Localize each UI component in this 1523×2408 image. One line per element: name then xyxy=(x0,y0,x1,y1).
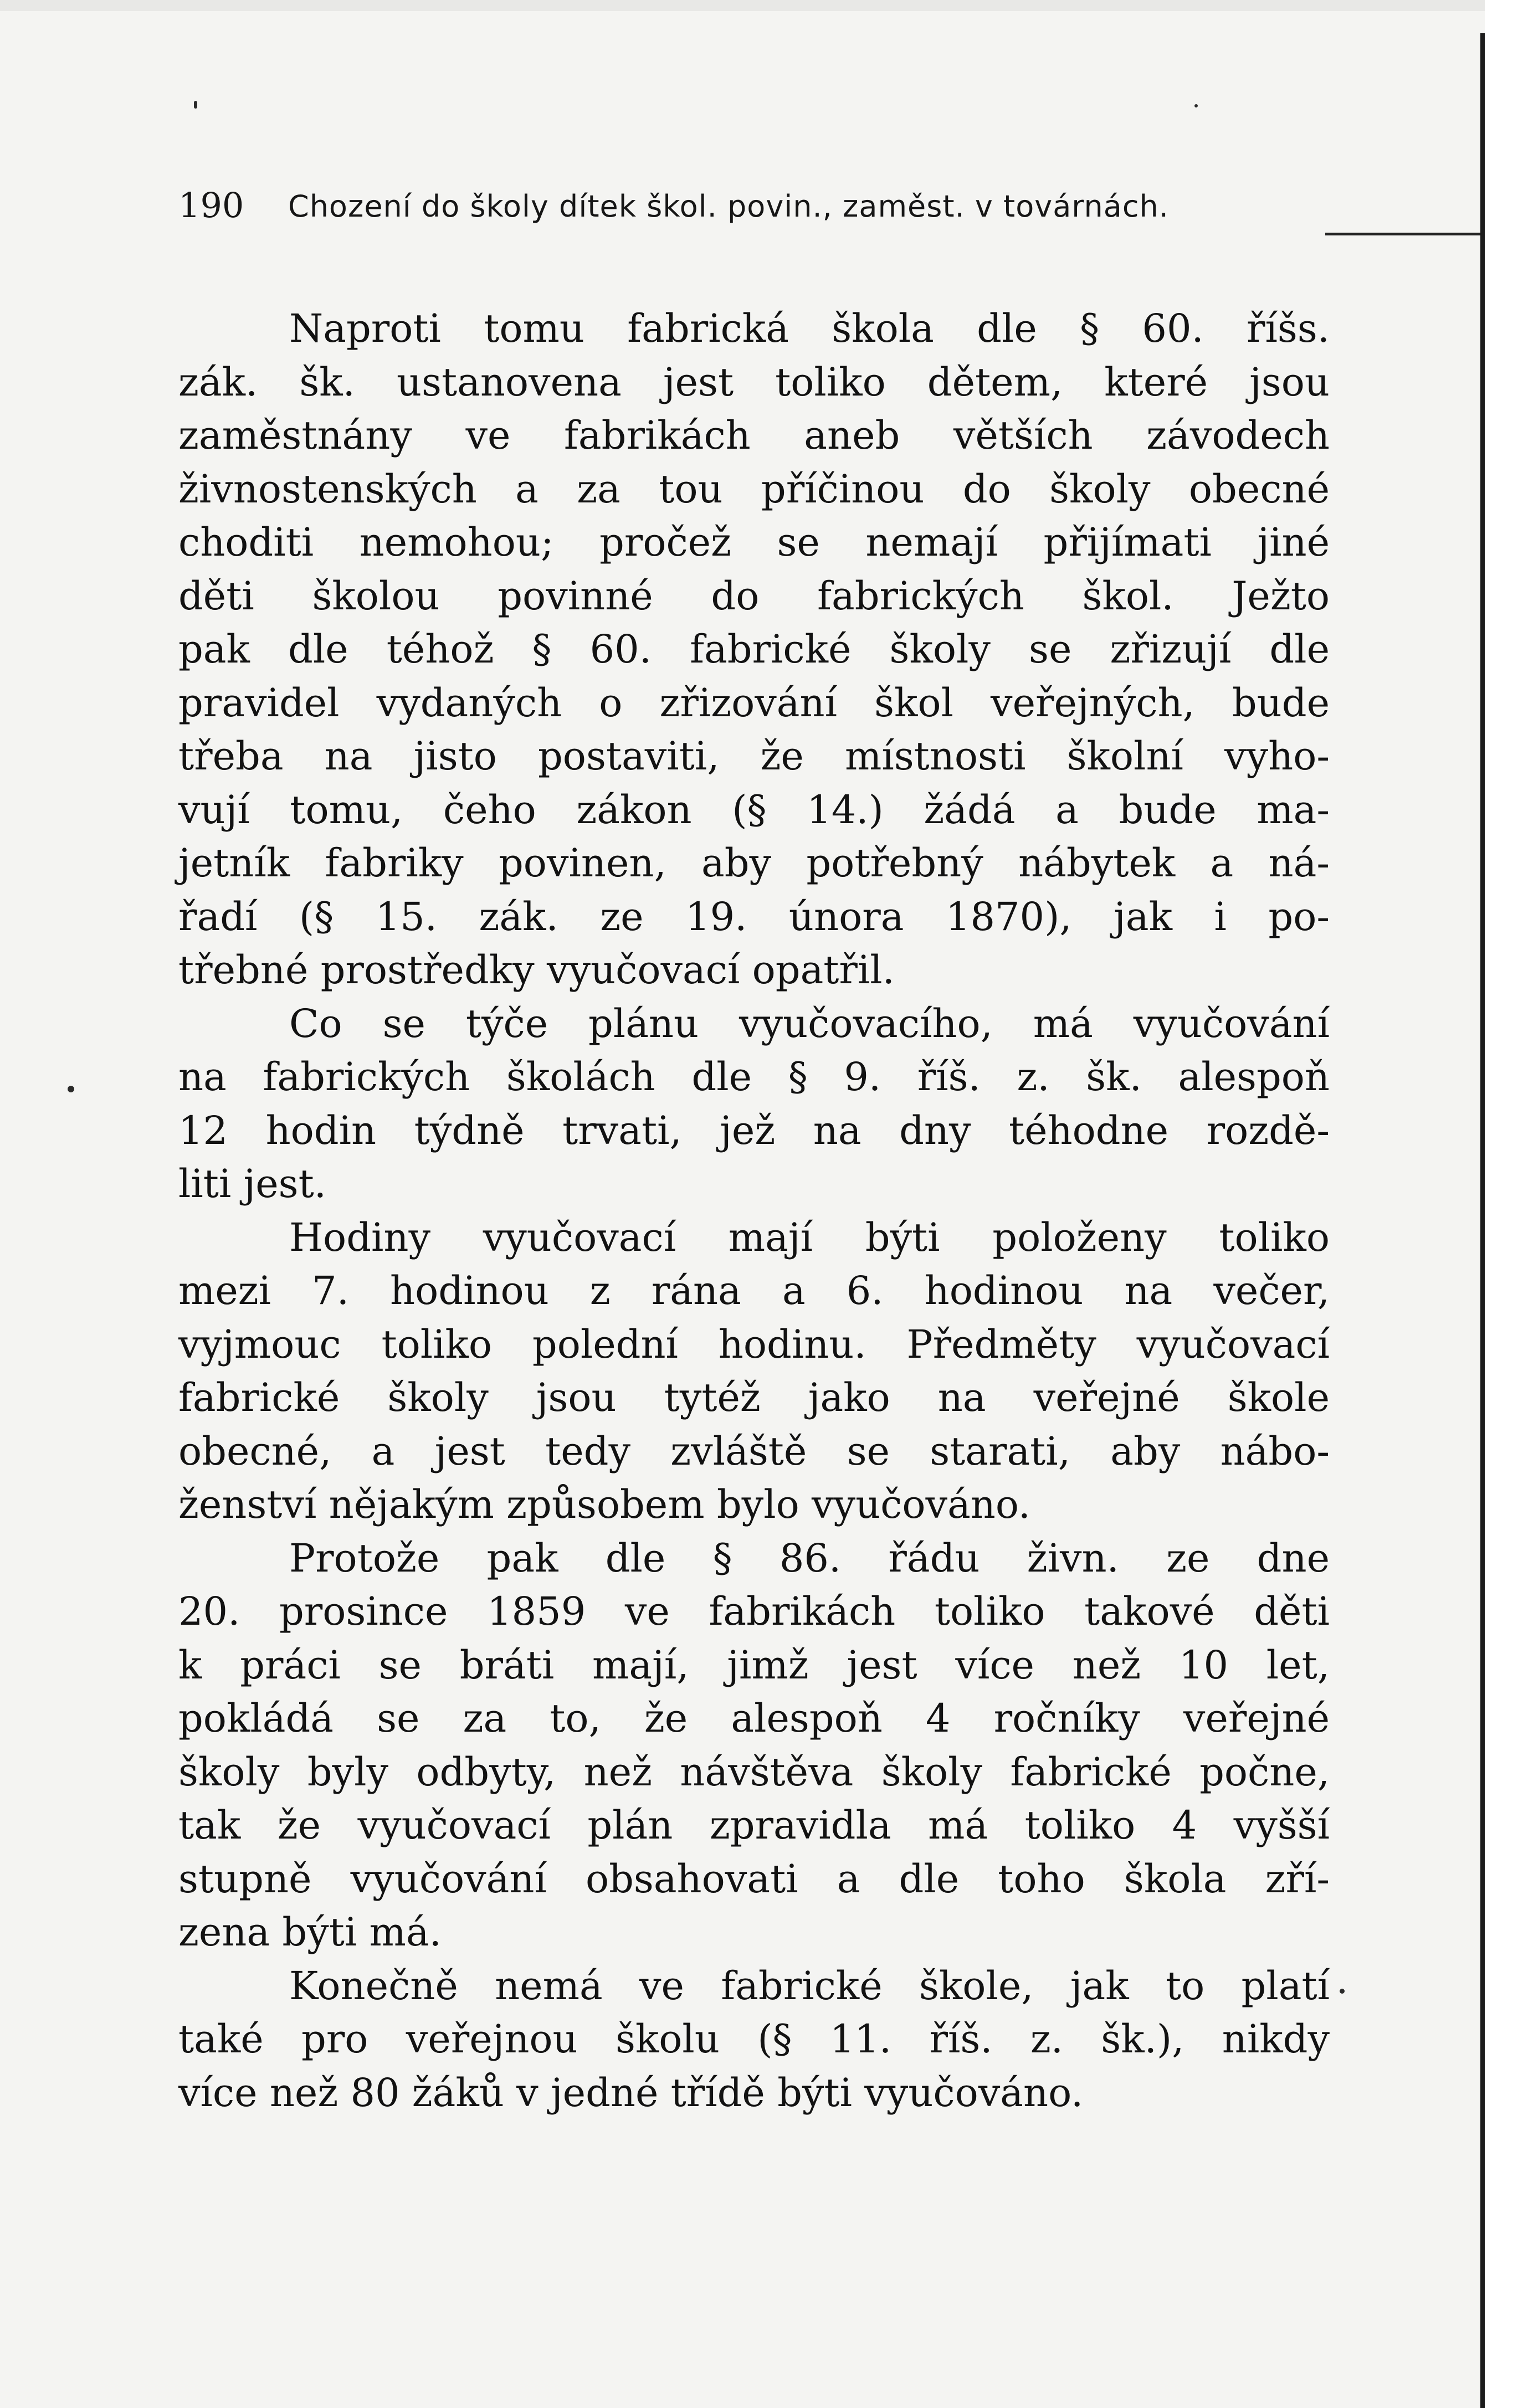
text-line: vyjmouc toliko polední hodinu. Předměty vyučovací xyxy=(178,1321,1330,1367)
text-line: mezi 7. hodinou z rána a 6. hodinou na večer, xyxy=(178,1268,1330,1313)
text-line: tak že vyučovací plán zpravidla má toliko 4 vyšší xyxy=(178,1803,1330,1848)
text-line: Co se týče plánu vyučovacího, má vyučování xyxy=(289,1000,1330,1046)
text-line: stupně vyučování obsahovati a dle toho škola zří- xyxy=(178,1856,1330,1902)
running-head xyxy=(178,176,1331,237)
header-rule xyxy=(1325,233,1485,235)
text-line: zena býti má. xyxy=(178,1909,442,1955)
scan-speck xyxy=(1340,1989,1345,1994)
text-line: na fabrických školách dle § 9. říš. z. šk. alespoň xyxy=(178,1054,1330,1100)
text-line: k práci se bráti mají, jimž jest více než 10 let, xyxy=(178,1642,1330,1688)
text-line: děti školou povinné do fabrických škol. Ježto xyxy=(178,573,1330,619)
text-line: liti jest. xyxy=(178,1161,326,1206)
text-line: pokládá se za to, že alespoň 4 ročníky veřejné xyxy=(178,1696,1330,1741)
text-line: Naproti tomu fabrická škola dle § 60. říšs. xyxy=(289,306,1330,351)
text-line: obecné, a jest tedy zvláště se starati, aby nábo- xyxy=(178,1428,1330,1474)
scan-top-band xyxy=(0,0,1485,11)
text-line: třebné prostředky vyučovací opatřil. xyxy=(178,947,895,993)
page-number: 190 xyxy=(178,185,244,225)
text-line: fabrické školy jsou tytéž jako na veřejné škole xyxy=(178,1375,1330,1420)
text-line: zaměstnány ve fabrikách aneb větších závodech xyxy=(178,413,1330,458)
text-line: choditi nemohou; pročež se nemají přijímati jiné xyxy=(178,520,1330,565)
text-line: Protože pak dle § 86. řádu živn. ze dne xyxy=(289,1535,1330,1581)
text-line: pak dle téhož § 60. fabrické školy se zřizují dle xyxy=(178,627,1330,672)
text-line: více než 80 žáků v jedné třídě býti vyučováno. xyxy=(178,2070,1084,2116)
text-line: třeba na jisto postaviti, že místnosti školní vyho- xyxy=(178,733,1330,779)
body-text xyxy=(178,302,1330,2119)
text-line: také pro veřejnou školu (§ 11. říš. z. šk.), nikdy xyxy=(178,2016,1330,2062)
scan-speck xyxy=(68,1086,74,1092)
text-line: ženství nějakým způsobem bylo vyučováno. xyxy=(178,1482,1031,1527)
text-line: 12 hodin týdně trvati, jež na dny téhodne rozdě- xyxy=(178,1107,1330,1153)
text-line: zák. šk. ustanovena jest toliko dětem, které jsou xyxy=(178,359,1330,405)
text-line: 20. prosince 1859 ve fabrikách toliko takové děti xyxy=(178,1589,1330,1634)
text-line: řadí (§ 15. zák. ze 19. února 1870), jak i po- xyxy=(178,894,1330,939)
text-line: vují tomu, čeho zákon (§ 14.) žádá a bude ma- xyxy=(178,787,1330,833)
page-edge xyxy=(1485,0,1523,2408)
text-line: Konečně nemá ve fabrické škole, jak to platí xyxy=(289,1963,1330,2009)
scan-speck xyxy=(1194,104,1198,107)
text-line: pravidel vydaných o zřizování škol veřejných, bude xyxy=(178,680,1330,726)
text-line: Hodiny vyučovací mají býti položeny toliko xyxy=(289,1214,1330,1260)
text-line: školy byly odbyty, než návštěva školy fabrické počne, xyxy=(178,1749,1330,1795)
scan-speck xyxy=(194,101,197,109)
text-line: živnostenských a za tou příčinou do školy obecné xyxy=(178,466,1330,512)
text-line: jetník fabriky povinen, aby potřebný nábytek a ná- xyxy=(178,840,1330,886)
running-title: Chození do školy dítek škol. povin., zaměst. v továrnách. xyxy=(288,189,1169,224)
